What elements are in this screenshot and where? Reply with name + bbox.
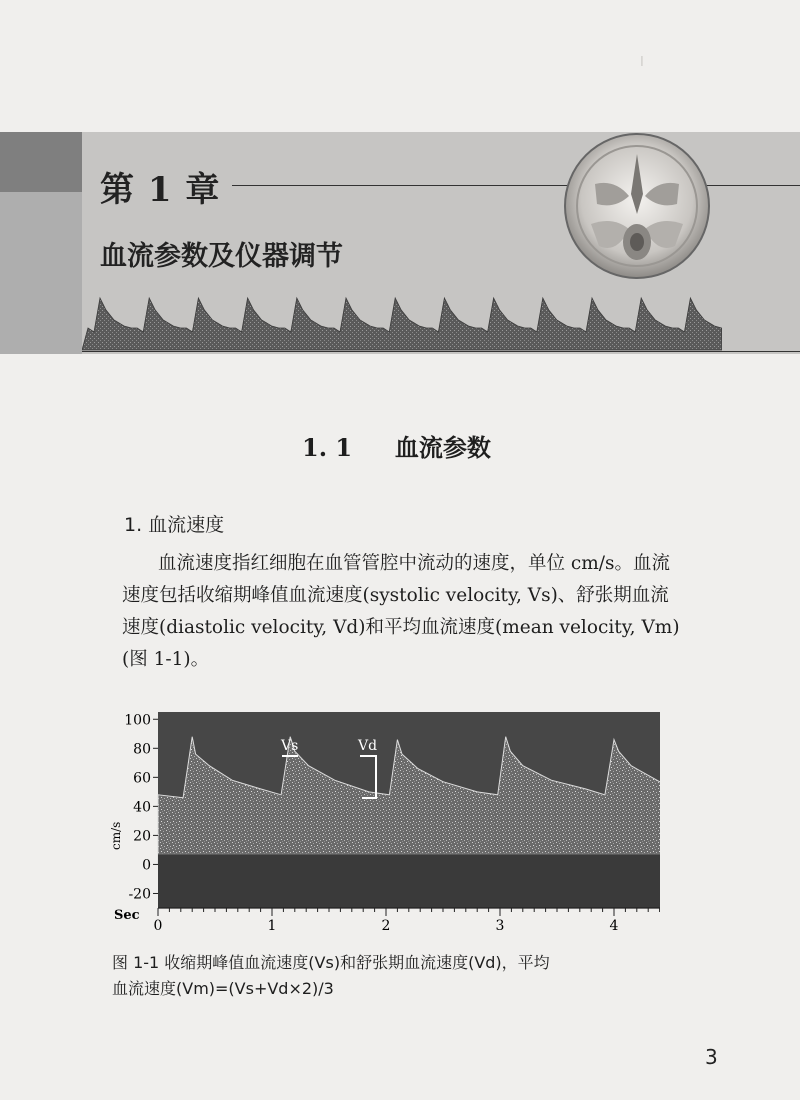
section-number: 1. 1 (302, 433, 353, 462)
paragraph-line: (图 1-1)。 (122, 649, 210, 670)
x-axis (154, 908, 660, 934)
banner-left-block (0, 132, 82, 192)
x-tick-label: 0 (153, 918, 163, 934)
vs-label: Vs (281, 738, 299, 754)
x-tick-label: 2 (381, 918, 391, 934)
y-tick-label: 40 (133, 799, 151, 816)
caption-line-2: 血流速度(Vm)=(Vs+Vd×2)/3 (112, 979, 334, 998)
x-tick-label: 4 (609, 918, 619, 934)
body-paragraph (122, 548, 722, 676)
paragraph-line: 速度(diastolic velocity, Vd)和平均血流速度(mean velocity, Vm) (122, 617, 680, 638)
banner-waveform-trace (82, 298, 722, 350)
page-number: 3 (705, 1045, 718, 1069)
chapter-subtitle: 血流参数及仪器调节 (100, 241, 343, 272)
section-title (302, 428, 491, 463)
y-tick-label: 100 (124, 712, 151, 729)
y-tick-label: 80 (133, 741, 151, 758)
x-axis-label: Sec (114, 908, 140, 923)
subsection-heading: 1. 血流速度 (124, 514, 225, 536)
y-tick-label: 60 (133, 770, 151, 787)
y-tick-label: 20 (133, 828, 151, 845)
figure-caption (112, 950, 712, 1002)
section-title-text: 血流参数 (394, 433, 491, 462)
below-baseline-region (158, 854, 660, 908)
y-axis (124, 712, 158, 902)
figure-1-1-doppler-spectrum (100, 710, 660, 940)
y-tick-label: 0 (142, 857, 151, 874)
paragraph-line: 速度包括收缩期峰值血流速度(systolic velocity, Vs)、舒张期血流 (122, 585, 669, 606)
banner-baseline (82, 351, 800, 352)
chapter-title: 第 1 章 (100, 170, 221, 210)
banner-waveform (82, 290, 722, 352)
y-axis-label: cm/s (109, 821, 123, 850)
caption-line-1: 图 1-1 收缩期峰值血流速度(Vs)和舒张期血流速度(Vd)，平均 (112, 953, 550, 972)
y-tick-label: -20 (128, 886, 151, 903)
x-tick-label: 3 (495, 918, 505, 934)
x-tick-label: 1 (267, 918, 277, 934)
vs-marker (280, 738, 298, 756)
vd-label: Vd (358, 738, 378, 754)
banner-left-bar (0, 192, 82, 354)
skull-base-illustration (555, 124, 720, 284)
paragraph-line: 血流速度指红细胞在血管管腔中流动的速度，单位 cm/s。血流 (158, 553, 671, 574)
bleed-through-text: Ⅰ (640, 55, 644, 70)
